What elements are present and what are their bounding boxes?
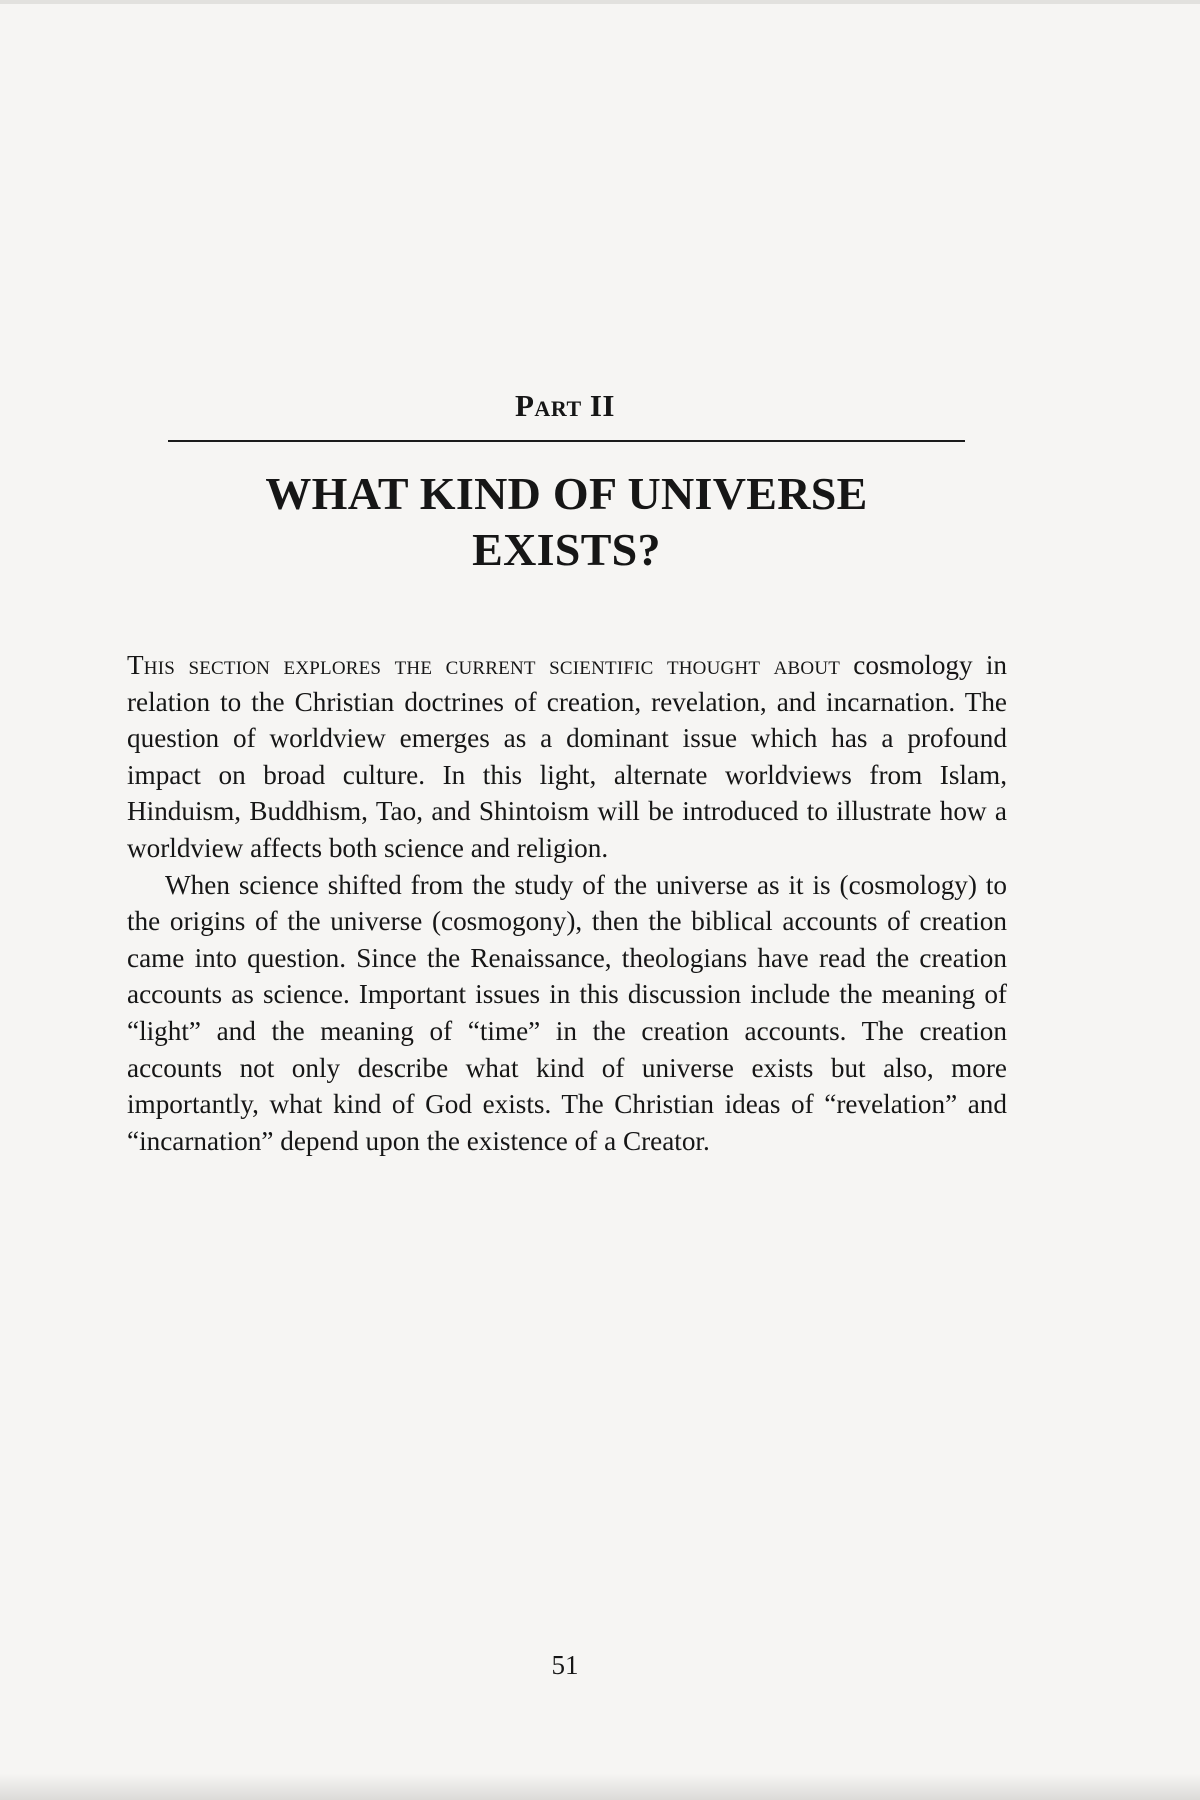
section-body: [127, 647, 1007, 1159]
page-top-edge: [0, 0, 1200, 4]
part-label: Part II: [515, 388, 615, 423]
paragraph-1: [127, 647, 1007, 867]
paragraph-lead-in: This section explores the current scientific thought about: [127, 650, 841, 680]
page-number: 51: [551, 1650, 579, 1680]
title-divider-rule: [168, 440, 965, 442]
paragraph-2: When science shifted from the study of the universe as it is (cosmology) to the origins of the universe (cosmogony), then the biblical accounts of creation came into question. Since the Renaissance, theologians have read the creation accounts as science. Important issues in this discussion include the meaning of “light” and the meaning of “time” in the creation accounts. The creation accounts not only describe what kind of universe exists but also, more importantly, what kind of God exists. The Christian ideas of “revelation” and “incarnation” depend upon the existence of a Creator.: [127, 869, 1007, 1156]
section-title: WHAT KIND OF UNIVERSE EXISTS?: [265, 468, 868, 575]
page-bottom-edge: [0, 1774, 1200, 1800]
paragraph-1-text: cosmology in relation to the Christian doctrines of creation, revelation, and incarnation. The question of worldview emerges as a dominant issue which has a profound impact on broad culture. In this light, alternate worldviews from Islam, Hinduism, Buddhism, Tao, and Shintoism will be introduced to illustrate how a worldview affects both science and religion.: [127, 650, 1008, 863]
